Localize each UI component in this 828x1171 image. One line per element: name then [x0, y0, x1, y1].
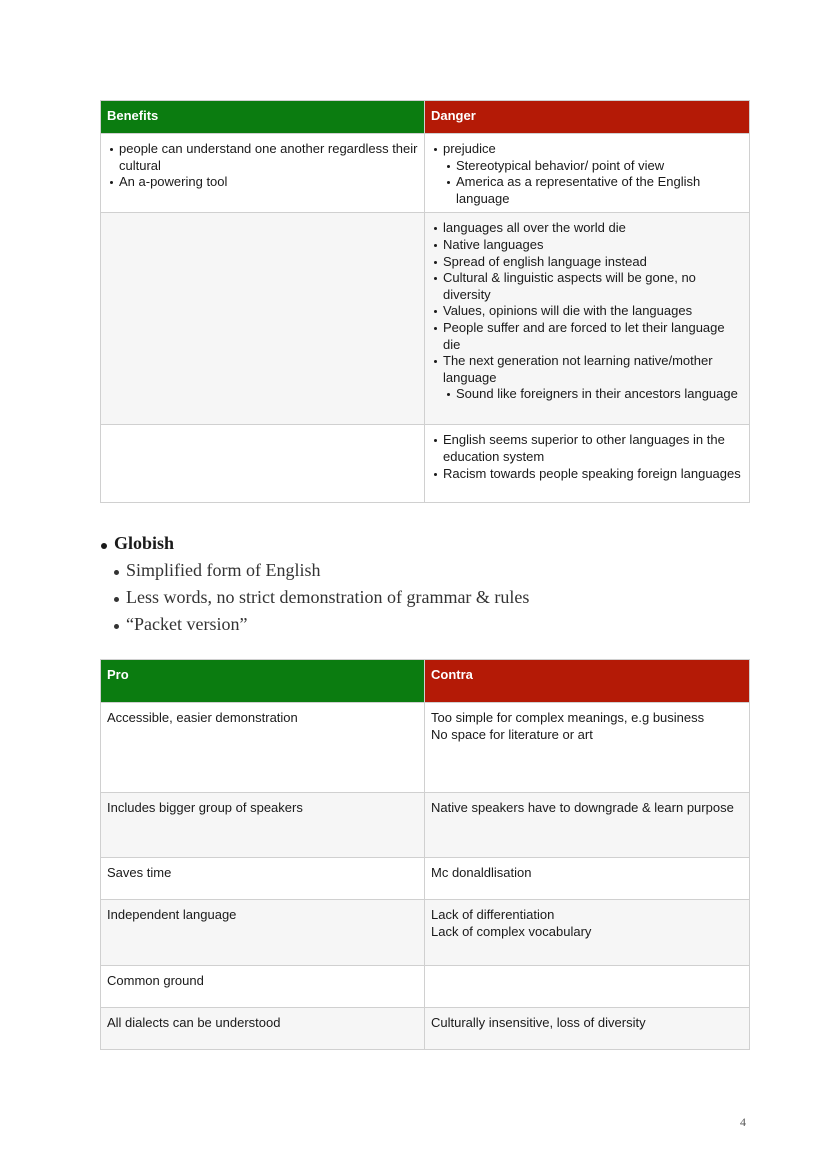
- cell-text: Common ground: [107, 973, 204, 988]
- list-item: Sound like foreigners in their ancestors language: [431, 386, 743, 403]
- danger-header: Danger: [425, 101, 750, 134]
- list-item: Native languages: [431, 237, 743, 254]
- pro-contra-table: [100, 659, 750, 1050]
- danger-cell: [425, 425, 750, 503]
- page-number: 4: [740, 1115, 746, 1129]
- contra-cell: [425, 1008, 750, 1050]
- globish-section: [100, 533, 700, 641]
- pro-cell: [101, 1008, 425, 1050]
- list-item: America as a representative of the English language: [431, 174, 743, 207]
- benefits-header: Benefits: [101, 101, 425, 134]
- cell-text: Too simple for complex meanings, e.g business: [431, 710, 705, 725]
- globish-point: Simplified form of English: [100, 560, 700, 587]
- benefits-cell: [101, 213, 425, 425]
- contra-cell: [425, 966, 750, 1008]
- list-item: English seems superior to other languages in the education system: [431, 432, 743, 465]
- cell-text: All dialects can be understood: [107, 1015, 281, 1030]
- list-item: Racism towards people speaking foreign languages: [431, 466, 743, 483]
- contra-cell: [425, 793, 750, 858]
- globish-point: “Packet version”: [100, 614, 700, 641]
- list-item: prejudice: [431, 141, 743, 158]
- pro-header: Pro: [101, 660, 425, 703]
- danger-cell: [425, 213, 750, 425]
- pro-cell: [101, 966, 425, 1008]
- benefits-danger-table: [100, 100, 750, 503]
- list-item: The next generation not learning native/mother language: [431, 353, 743, 386]
- cell-text: Saves time: [107, 865, 172, 880]
- list-item: People suffer and are forced to let their language die: [431, 320, 743, 353]
- cell-text: Includes bigger group of speakers: [107, 800, 303, 815]
- cell-text: Accessible, easier demonstration: [107, 710, 298, 725]
- list-item: Stereotypical behavior/ point of view: [431, 158, 743, 175]
- pro-cell: [101, 900, 425, 966]
- globish-point: Less words, no strict demonstration of grammar & rules: [100, 587, 700, 614]
- contra-header: Contra: [425, 660, 750, 703]
- cell-text: Mc donaldlisation: [431, 865, 532, 880]
- cell-text: Lack of differentiation: [431, 907, 555, 922]
- benefits-cell: [101, 134, 425, 213]
- benefits-cell: [101, 425, 425, 503]
- cell-text: Lack of complex vocabulary: [431, 923, 592, 939]
- cell-text: Native speakers have to downgrade & learn purpose: [431, 800, 734, 815]
- cell-text: No space for literature or art: [431, 726, 593, 742]
- contra-cell: [425, 703, 750, 793]
- contra-cell: [425, 900, 750, 966]
- contra-cell: [425, 858, 750, 900]
- pro-cell: [101, 703, 425, 793]
- cell-text: Culturally insensitive, loss of diversity: [431, 1015, 646, 1030]
- list-item: An a-powering tool: [107, 174, 418, 191]
- pro-cell: [101, 858, 425, 900]
- globish-heading: Globish: [100, 533, 700, 560]
- list-item: languages all over the world die: [431, 220, 743, 237]
- list-item: Cultural & linguistic aspects will be gone, no diversity: [431, 270, 743, 303]
- pro-cell: [101, 793, 425, 858]
- danger-cell: [425, 134, 750, 213]
- cell-text: Independent language: [107, 907, 237, 922]
- list-item: Values, opinions will die with the languages: [431, 303, 743, 320]
- list-item: people can understand one another regardless their cultural: [107, 141, 418, 174]
- list-item: Spread of english language instead: [431, 254, 743, 271]
